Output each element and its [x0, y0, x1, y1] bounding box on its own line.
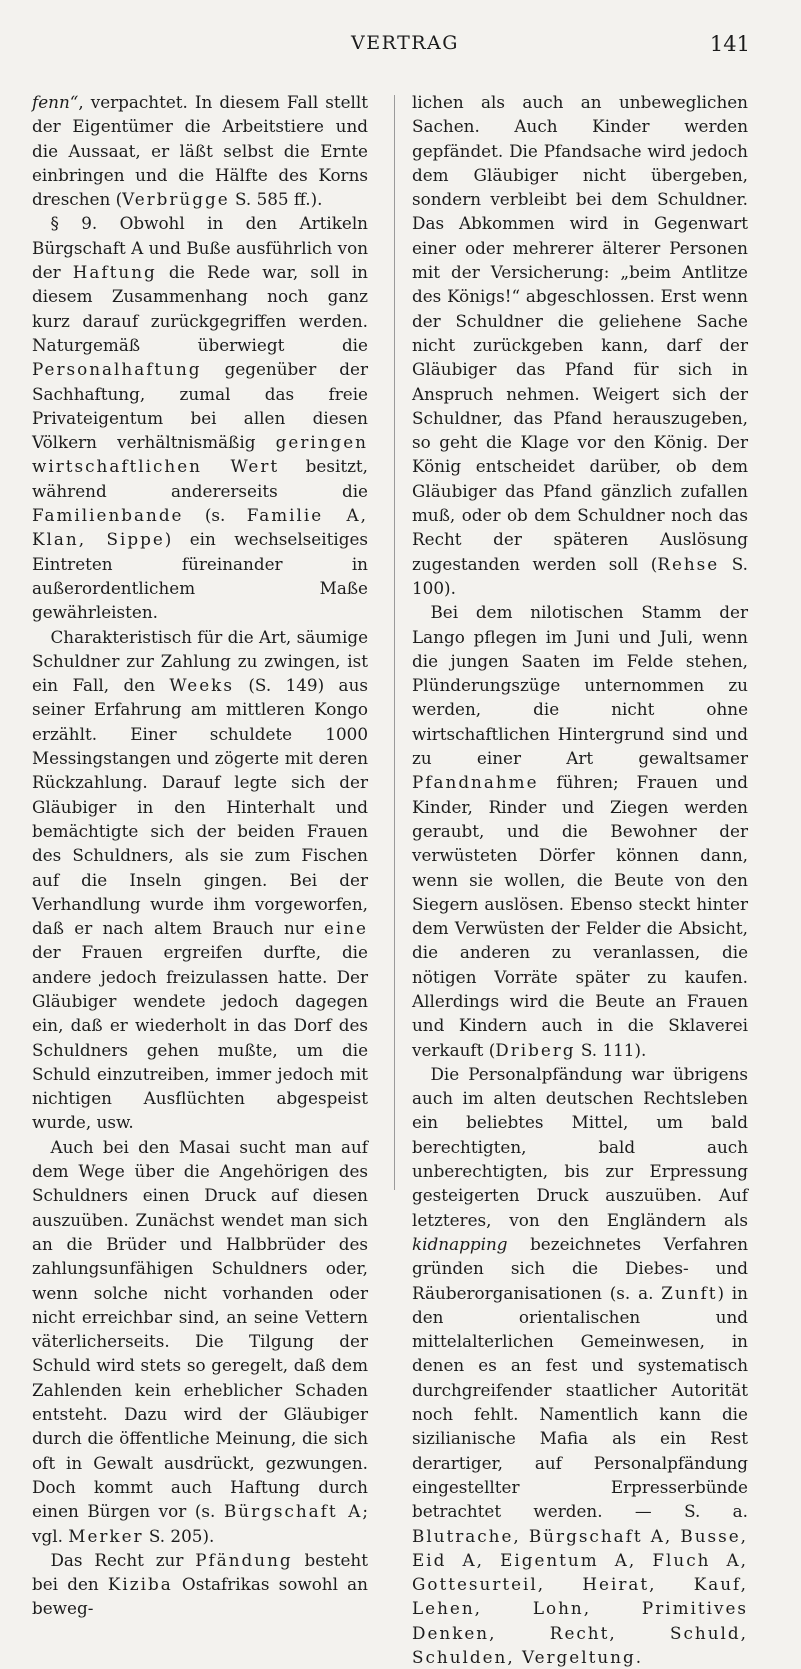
running-title: VERTRAG — [351, 32, 459, 54]
spaced-term: Pfändung — [195, 1549, 293, 1570]
spaced-term: Personalhaftung — [32, 359, 202, 380]
paragraph: Bei dem nilotischen Stamm der Lango pflegen im Juni und Juli, wenn die jungen Saaten im Felde stehen, Plünderungszüge unternommen zu werden, die nicht ohne wirtschaftlichen Hintergrund sind und zu einer Art gewaltsamer Pfandnahme führen; Frauen und Kinder, Rinder und Ziegen werden geraubt, und die Bewohner der verwüsteten Dörfer können dann, wenn sie wollen, die Beute von den Siegern auslösen. Ebenso steckt hinter dem Verwüsten der Felder die Absicht, die anderen zu veranlassen, die nötigen Vorräte später zu kaufen. Allerdings wird die Beute an Frauen und Kindern auch in die Sklaverei verkauft (Driberg S. 111). — [412, 602, 748, 1060]
paragraph: Das Recht zur Pfändung besteht bei den Kiziba Ostafrikas sowohl an beweg- — [32, 1549, 368, 1619]
right-column — [412, 90, 748, 1669]
page-number: 141 — [709, 32, 750, 56]
spaced-term: Familienbande — [32, 505, 184, 526]
spaced-author: Driberg — [495, 1039, 576, 1060]
spaced-author: Weeks — [169, 675, 234, 696]
paragraph: Die Personalpfändung war übrigens auch im alten deutschen Rechtsleben ein beliebtes Mittel, um bald berechtigten, bald auch unberechtigten, bis zur Erpressung gesteigerten Druck auszuüben. Auf letzteres, von den Engländern als kidnapping bezeichnetes Verfahren gründen sich die Diebes- und Räuberorganisationen (s. a. Zunft) in den orientalischen und mittelalterlichen Gemeinwesen, in denen es an fest und systematisch durchgreifender staatlicher Autorität noch fehlt. Namentlich kann die sizilianische Mafia als ein Rest derartiger, auf Personalpfändung eingestellter Erpresserbünde betrachtet werden. — S. a. Blutrache, Bürgschaft A, Busse, Eid A, Eigentum A, Fluch A, Gottesurteil, Heirat, Kauf, Lehen, Lohn, Primitives Denken, Recht, Schuld, Schulden, Vergeltung. — [412, 1063, 748, 1667]
paragraph: lichen als auch an unbeweglichen Sachen. Auch Kinder werden gepfändet. Die Pfandsache wird jedoch dem Gläubiger nicht übergeben, sondern verbleibt bei dem Schuldner. Das Abkommen wird in Gegenwart einer oder mehrerer älterer Personen mit der Versicherung: „beim Antlitze des Königs!“ abgeschlossen. Erst wenn der Schuldner die geliehene Sache nicht zurückgeben kann, darf der Gläubiger das Pfand für sich in Anspruch nehmen. Weigert sich der Schuldner, das Pfand herauszugeben, so geht die Klage vor den König. Der König entscheidet darüber, ob dem Gläubiger das Pfand gänzlich zufallen muß, oder ob dem Schuldner noch das Recht der späteren Auslösung zugestanden werden soll (Rehse S. 100). — [412, 92, 748, 598]
page-header — [60, 32, 750, 72]
paragraph: fenn“, verpachtet. In diesem Fall stellt der Eigentümer die Arbeitstiere und die Aussaat, er läßt selbst die Ernte einbringen und die Hälfte des Korns dreschen (Verbrügge S. 585 ff.). — [32, 92, 368, 210]
spaced-reference: Bürgschaft A — [223, 1501, 363, 1522]
left-column — [32, 90, 368, 1621]
spaced-author: Rehse — [657, 553, 720, 574]
paragraph: Charakteristisch für die Art, säumige Schuldner zur Zahlung zu zwingen, ist ein Fall, den Weeks (S. 149) aus seiner Erfahrung am mittleren Kongo erzählt. Einer schuldete 1000 Messingstangen und zögerte mit deren Rückzahlung. Darauf legte sich der Gläubiger in den Hinterhalt und bemächtigte sich der beiden Frauen des Schuldners, als sie zum Fischen auf die Inseln gingen. Bei der Verhandlung wurde ihm vorgeworfen, daß er nach altem Brauch nur eine der Frauen ergreifen durfte, die andere jedoch freizulassen hatte. Der Gläubiger wendete jedoch dagegen ein, daß er wiederholt in das Dorf des Schuldners gehen mußte, um die Schuld einzutreiben, immer jedoch mit nichtigen Ausflüchten abgespeist wurde, usw. — [32, 626, 368, 1133]
spaced-term: Pfandnahme — [412, 772, 539, 793]
spaced-term: Haftung — [72, 262, 157, 283]
spaced-term: eine — [323, 918, 368, 939]
spaced-term: geringen wirtschaftlichen Wert — [32, 432, 368, 477]
spaced-reference: Zunft — [661, 1282, 718, 1303]
spaced-reference: Familie A, Klan, Sippe — [32, 505, 368, 550]
spaced-term: Kiziba — [107, 1574, 173, 1595]
spaced-author: Merker — [68, 1525, 144, 1546]
column-divider — [394, 95, 395, 1190]
italic-word: fenn“ — [32, 92, 79, 112]
italic-word: kidnapping — [412, 1233, 508, 1254]
paragraph: § 9. Obwohl in den Artikeln Bürgschaft A und Buße ausführlich von der Haftung die Rede war, soll in diesem Zusammenhang noch ganz kurz darauf zurückgegriffen werden. Naturgemäß überwiegt die Personalhaftung gegenüber der Sachhaftung, zumal das freie Privateigentum bei allen diesen Völkern verhältnismäßig geringen wirtschaftlichen Wert besitzt, während andererseits die Familienbande (s. Familie A, Klan, Sippe) ein wechselseitiges Eintreten füreinander in außerordentlichem Maße gewährleisten. — [32, 213, 368, 623]
spaced-reference-list: Blutrache, Bürgschaft A, Busse, Eid A, Eigentum A, Fluch A, Gottesurteil, Heirat, Kauf, Lehen, Lohn, Primitives Denken, Recht, Schuld, Schulden, Vergeltung — [412, 1525, 748, 1667]
spaced-author: Verbrügge — [122, 189, 230, 210]
paragraph: Auch bei den Masai sucht man auf dem Wege über die Angehörigen des Schuldners einen Druck auf diesen auszuüben. Zunächst wendet man sich an die Brüder und Halbbrüder des zahlungsunfähigen Schuldners oder, wenn solche nicht vorhanden oder nicht erreichbar sind, an seine Vettern väterlicherseits. Die Tilgung der Schuld wird stets so geregelt, daß dem Zahlenden kein erheblicher Schaden entsteht. Dazu wird der Gläubiger durch die öffentliche Meinung, die sich oft in Gewalt ausdrückt, gezwungen. Doch kommt auch Haftung durch einen Bürgen vor (s. Bürgschaft A; vgl. Merker S. 205). — [32, 1136, 368, 1546]
